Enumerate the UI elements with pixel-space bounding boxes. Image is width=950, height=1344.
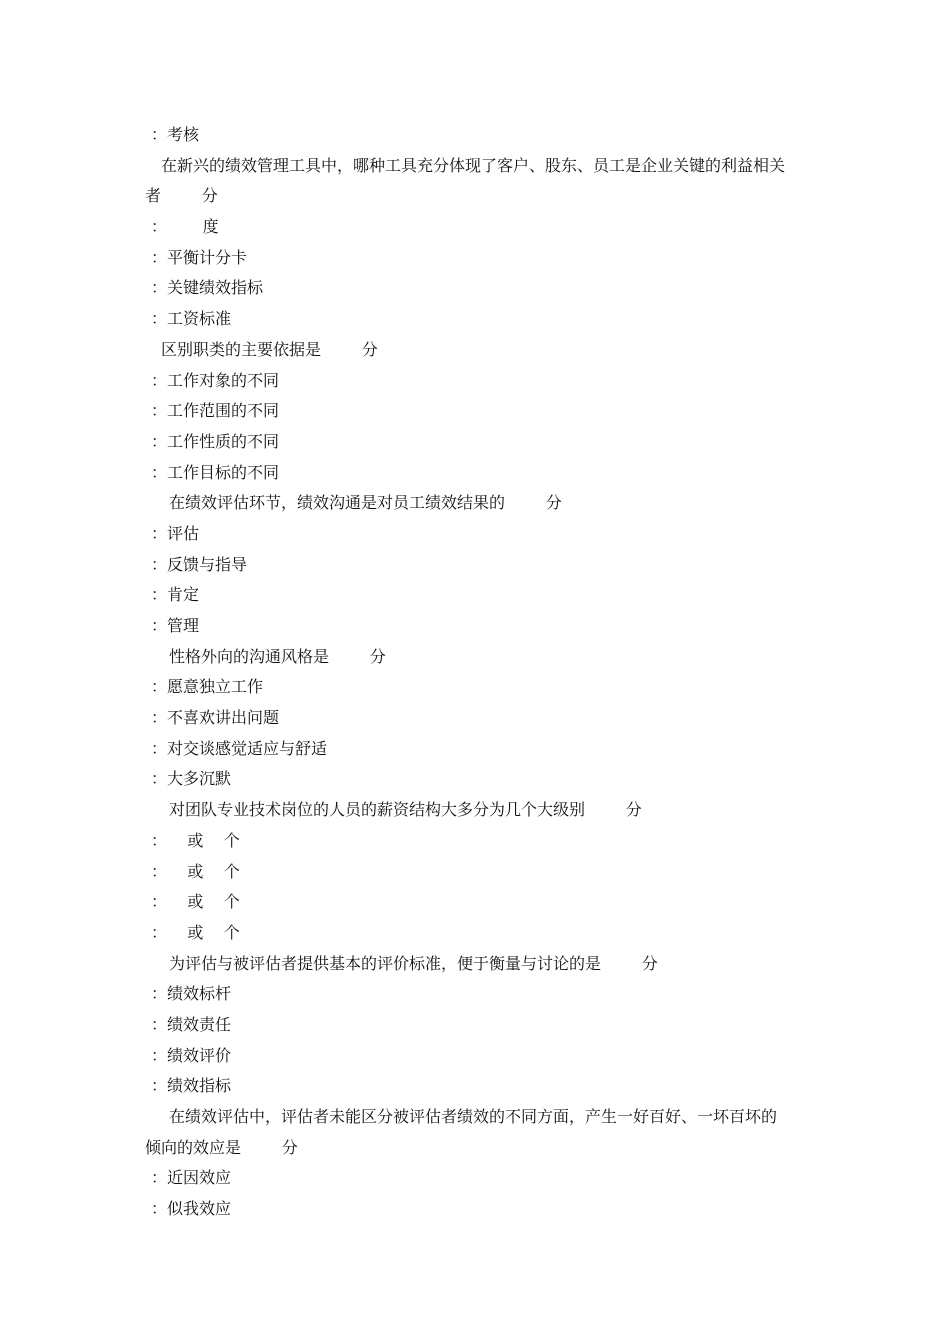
option-line: ：工资标准 <box>151 309 232 329</box>
option-line: ：绩效指标 <box>151 1076 232 1096</box>
option-line: ：工作性质的不同 <box>151 431 280 451</box>
question-line: 在绩效评估环节，绩效沟通是对员工绩效结果的 分 <box>169 493 562 513</box>
question-line: 性格外向的沟通风格是 分 <box>169 646 386 666</box>
option-line: ： 度 <box>151 217 219 237</box>
exam-document <box>145 120 815 1225</box>
option-line: ：对交谈感觉适应与舒适 <box>151 738 328 758</box>
option-line: ：近因效应 <box>151 1168 232 1188</box>
option-line: ： 或 个 <box>151 922 240 942</box>
option-line: ：大多沉默 <box>151 769 232 789</box>
question-continuation: 者 分 <box>145 186 218 206</box>
option-line: ：愿意独立工作 <box>151 677 264 697</box>
option-line: ：肯定 <box>151 585 200 605</box>
option-line: ：绩效标杆 <box>151 984 232 1004</box>
option-line: ：绩效评价 <box>151 1045 232 1065</box>
question-line: 对团队专业技术岗位的人员的薪资结构大多分为几个大级别 分 <box>169 800 642 820</box>
question-line: 在绩效评估中，评估者未能区分被评估者绩效的不同方面，产生一好百好、一坏百坏的 <box>169 1107 778 1126</box>
question-continuation: 倾向的效应是 分 <box>145 1137 298 1157</box>
option-line: ：工作范围的不同 <box>151 401 280 421</box>
question-line: 区别职类的主要依据是 分 <box>161 339 378 359</box>
option-line: ：平衡计分卡 <box>151 247 248 267</box>
option-line: ：管理 <box>151 616 200 635</box>
option-line: ：关键绩效指标 <box>151 278 264 298</box>
option-line: ：似我效应 <box>151 1199 232 1219</box>
option-line: ：工作对象的不同 <box>151 370 280 390</box>
option-line: ：工作目标的不同 <box>151 462 280 482</box>
option-line: ：反馈与指导 <box>151 554 248 574</box>
option-line: ：评估 <box>151 523 200 543</box>
option-line: ：不喜欢讲出问题 <box>151 708 280 728</box>
option-line: ：考核 <box>151 125 200 144</box>
option-line: ： 或 个 <box>151 892 240 912</box>
option-line: ： 或 个 <box>151 861 240 881</box>
question-line: 在新兴的绩效管理工具中，哪种工具充分体现了客户、股东、员工是企业关键的利益相关 <box>161 155 786 175</box>
option-line: ： 或 个 <box>151 830 240 850</box>
question-line: 为评估与被评估者提供基本的评价标准，便于衡量与讨论的是 分 <box>169 953 658 973</box>
option-line: ：绩效责任 <box>151 1014 232 1034</box>
